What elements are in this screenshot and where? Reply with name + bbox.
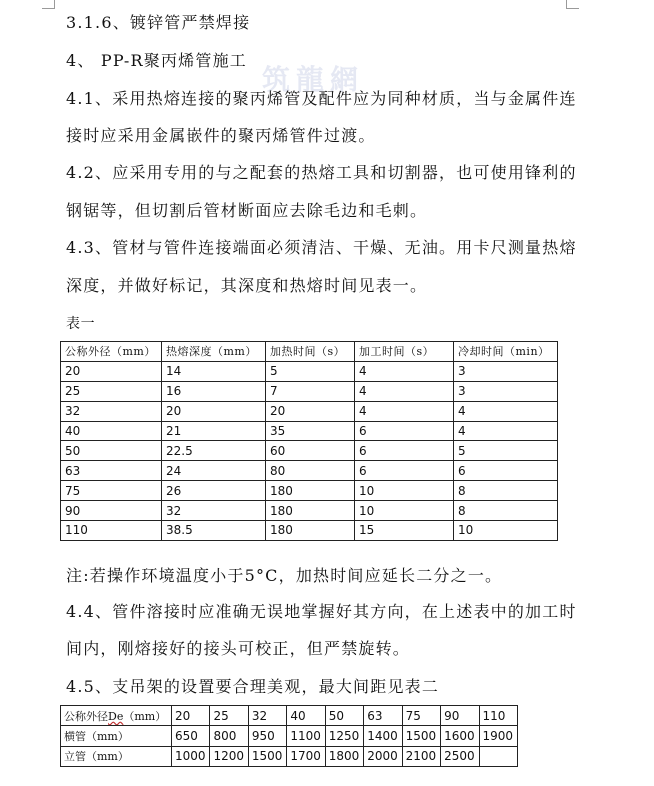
table-cell: 20 <box>162 401 266 421</box>
table-row <box>61 361 558 381</box>
table-2 <box>60 705 518 767</box>
table-cell: 38.5 <box>162 521 266 541</box>
table-row <box>61 441 558 461</box>
table-cell: 1800 <box>325 746 363 766</box>
paragraph-4-4-line1: 4.4、管件溶接时应准确无误地掌握好其方向，在上述表中的加工时 <box>66 602 577 621</box>
table-cell: 40 <box>61 421 162 441</box>
table-row <box>61 461 558 481</box>
table-cell: 26 <box>162 481 266 501</box>
table-cell: 14 <box>162 361 266 381</box>
table-cell: 63 <box>61 461 162 481</box>
table-cell: 90 <box>61 501 162 521</box>
paragraph-4-1-line1: 4.1、采用热熔连接的聚丙烯管及配件应为同种材质，当与金属件连 <box>66 89 577 108</box>
table-cell: 1900 <box>479 726 518 746</box>
table-cell: 1600 <box>441 726 479 746</box>
table-cell: 2100 <box>402 746 440 766</box>
paragraph-4-2-line2: 钢锯等，但切割后管材断面应去除毛边和毛刺。 <box>66 201 428 220</box>
table-cell <box>479 746 518 766</box>
table2-row-label <box>61 706 172 726</box>
table-cell: 1250 <box>325 726 363 746</box>
table-cell: 25 <box>61 381 162 401</box>
table-row <box>61 726 518 746</box>
table-row <box>61 401 558 421</box>
table-cell: 15 <box>355 521 454 541</box>
table1-header-row <box>61 342 558 362</box>
table1-caption: 表一 <box>66 316 96 332</box>
table-cell: 1700 <box>287 746 325 766</box>
table-cell: 1200 <box>210 746 248 766</box>
table-cell: 1400 <box>364 726 402 746</box>
table-cell: 3 <box>454 361 558 381</box>
watermark: 筑龍網 <box>262 63 365 96</box>
table-cell: 63 <box>364 706 402 726</box>
table-cell: 2000 <box>364 746 402 766</box>
table-cell: 180 <box>266 501 355 521</box>
table-row <box>61 381 558 401</box>
table-cell: 4 <box>355 401 454 421</box>
table-cell: 6 <box>355 421 454 441</box>
table2-row-label: 横管（mm） <box>61 726 172 746</box>
table-cell: 50 <box>325 706 363 726</box>
table-cell: 20 <box>61 361 162 381</box>
note-temperature: 注:若操作环境温度小于5°C，加热时间应延长二分之一。 <box>66 566 503 585</box>
table-row <box>61 421 558 441</box>
table-cell: 4 <box>454 421 558 441</box>
table-1 <box>60 341 558 541</box>
table-cell: 1000 <box>172 746 210 766</box>
table-cell: 90 <box>441 706 479 726</box>
table-cell: 32 <box>248 706 286 726</box>
table-cell: 5 <box>266 361 355 381</box>
paragraph-4-3-line2: 深度，并做好标记，其深度和热熔时间见表一。 <box>66 276 428 295</box>
table-cell: 110 <box>61 521 162 541</box>
table-row <box>61 706 518 726</box>
table-cell: 1500 <box>402 726 440 746</box>
table-cell: 60 <box>266 441 355 461</box>
table2-label-unit: （mm） <box>123 709 167 723</box>
table-cell: 8 <box>454 481 558 501</box>
table-cell: 950 <box>248 726 286 746</box>
table-cell: 4 <box>454 401 558 421</box>
table-cell: 25 <box>210 706 248 726</box>
table-cell: 75 <box>402 706 440 726</box>
table1-header-cell: 加热时间（s） <box>266 342 355 362</box>
page-corner-mark-right <box>566 0 579 9</box>
table-cell: 6 <box>454 461 558 481</box>
table-cell: 10 <box>454 521 558 541</box>
table-cell: 20 <box>266 401 355 421</box>
table-cell: 24 <box>162 461 266 481</box>
paragraph-4-3-line1: 4.3、管材与管件连接端面必须清洁、干燥、无油。用卡尺测量热熔 <box>66 238 577 257</box>
table-cell: 110 <box>479 706 518 726</box>
table-cell: 6 <box>355 461 454 481</box>
heading-3-1-6: 3.1.6、镀锌管严禁焊接 <box>66 13 251 32</box>
table-cell: 40 <box>287 706 325 726</box>
table-row <box>61 501 558 521</box>
table-row <box>61 481 558 501</box>
table-cell: 180 <box>266 481 355 501</box>
table1-header-cell: 冷却时间（min） <box>454 342 558 362</box>
table-cell: 6 <box>355 441 454 461</box>
table-cell: 1100 <box>287 726 325 746</box>
table-cell: 20 <box>172 706 210 726</box>
table-cell: 75 <box>61 481 162 501</box>
table-cell: 50 <box>61 441 162 461</box>
table1-header-cell: 加工时间（s） <box>355 342 454 362</box>
table-cell: 32 <box>162 501 266 521</box>
table-cell: 21 <box>162 421 266 441</box>
paragraph-4-1-line2: 接时应采用金属嵌件的聚丙烯管件过渡。 <box>66 126 376 145</box>
table1-header-cell: 热熔深度（mm） <box>162 342 266 362</box>
table-cell: 180 <box>266 521 355 541</box>
heading-4: 4、 PP-R聚丙烯管施工 <box>66 51 247 70</box>
table-cell: 32 <box>61 401 162 421</box>
table-cell: 35 <box>266 421 355 441</box>
table-cell: 1500 <box>248 746 286 766</box>
table-cell: 2500 <box>441 746 479 766</box>
table-cell: 650 <box>172 726 210 746</box>
table-cell: 22.5 <box>162 441 266 461</box>
paragraph-4-4-line2: 间内，刚熔接好的接头可校正，但严禁旋转。 <box>66 639 411 658</box>
table-cell: 4 <box>355 361 454 381</box>
table-cell: 800 <box>210 726 248 746</box>
paragraph-4-2-line1: 4.2、应采用专用的与之配套的热熔工具和切割器，也可使用锋利的 <box>66 163 577 182</box>
table-cell: 16 <box>162 381 266 401</box>
table1-header-cell: 公称外径（mm） <box>61 342 162 362</box>
table-cell: 10 <box>355 481 454 501</box>
table-cell: 4 <box>355 381 454 401</box>
table-cell: 3 <box>454 381 558 401</box>
page-corner-mark-left <box>42 0 55 9</box>
table2-row-label: 立管（mm） <box>61 746 172 766</box>
table-cell: 8 <box>454 501 558 521</box>
table-cell: 80 <box>266 461 355 481</box>
table-row <box>61 521 558 541</box>
table-cell: 10 <box>355 501 454 521</box>
table-cell: 7 <box>266 381 355 401</box>
table-cell: 5 <box>454 441 558 461</box>
paragraph-4-5: 4.5、支吊架的设置要合理美观，最大间距见表二 <box>66 677 440 696</box>
table-row <box>61 746 518 766</box>
table2-label-de: De <box>108 709 124 723</box>
table2-label-text: 公称外径 <box>64 709 108 723</box>
